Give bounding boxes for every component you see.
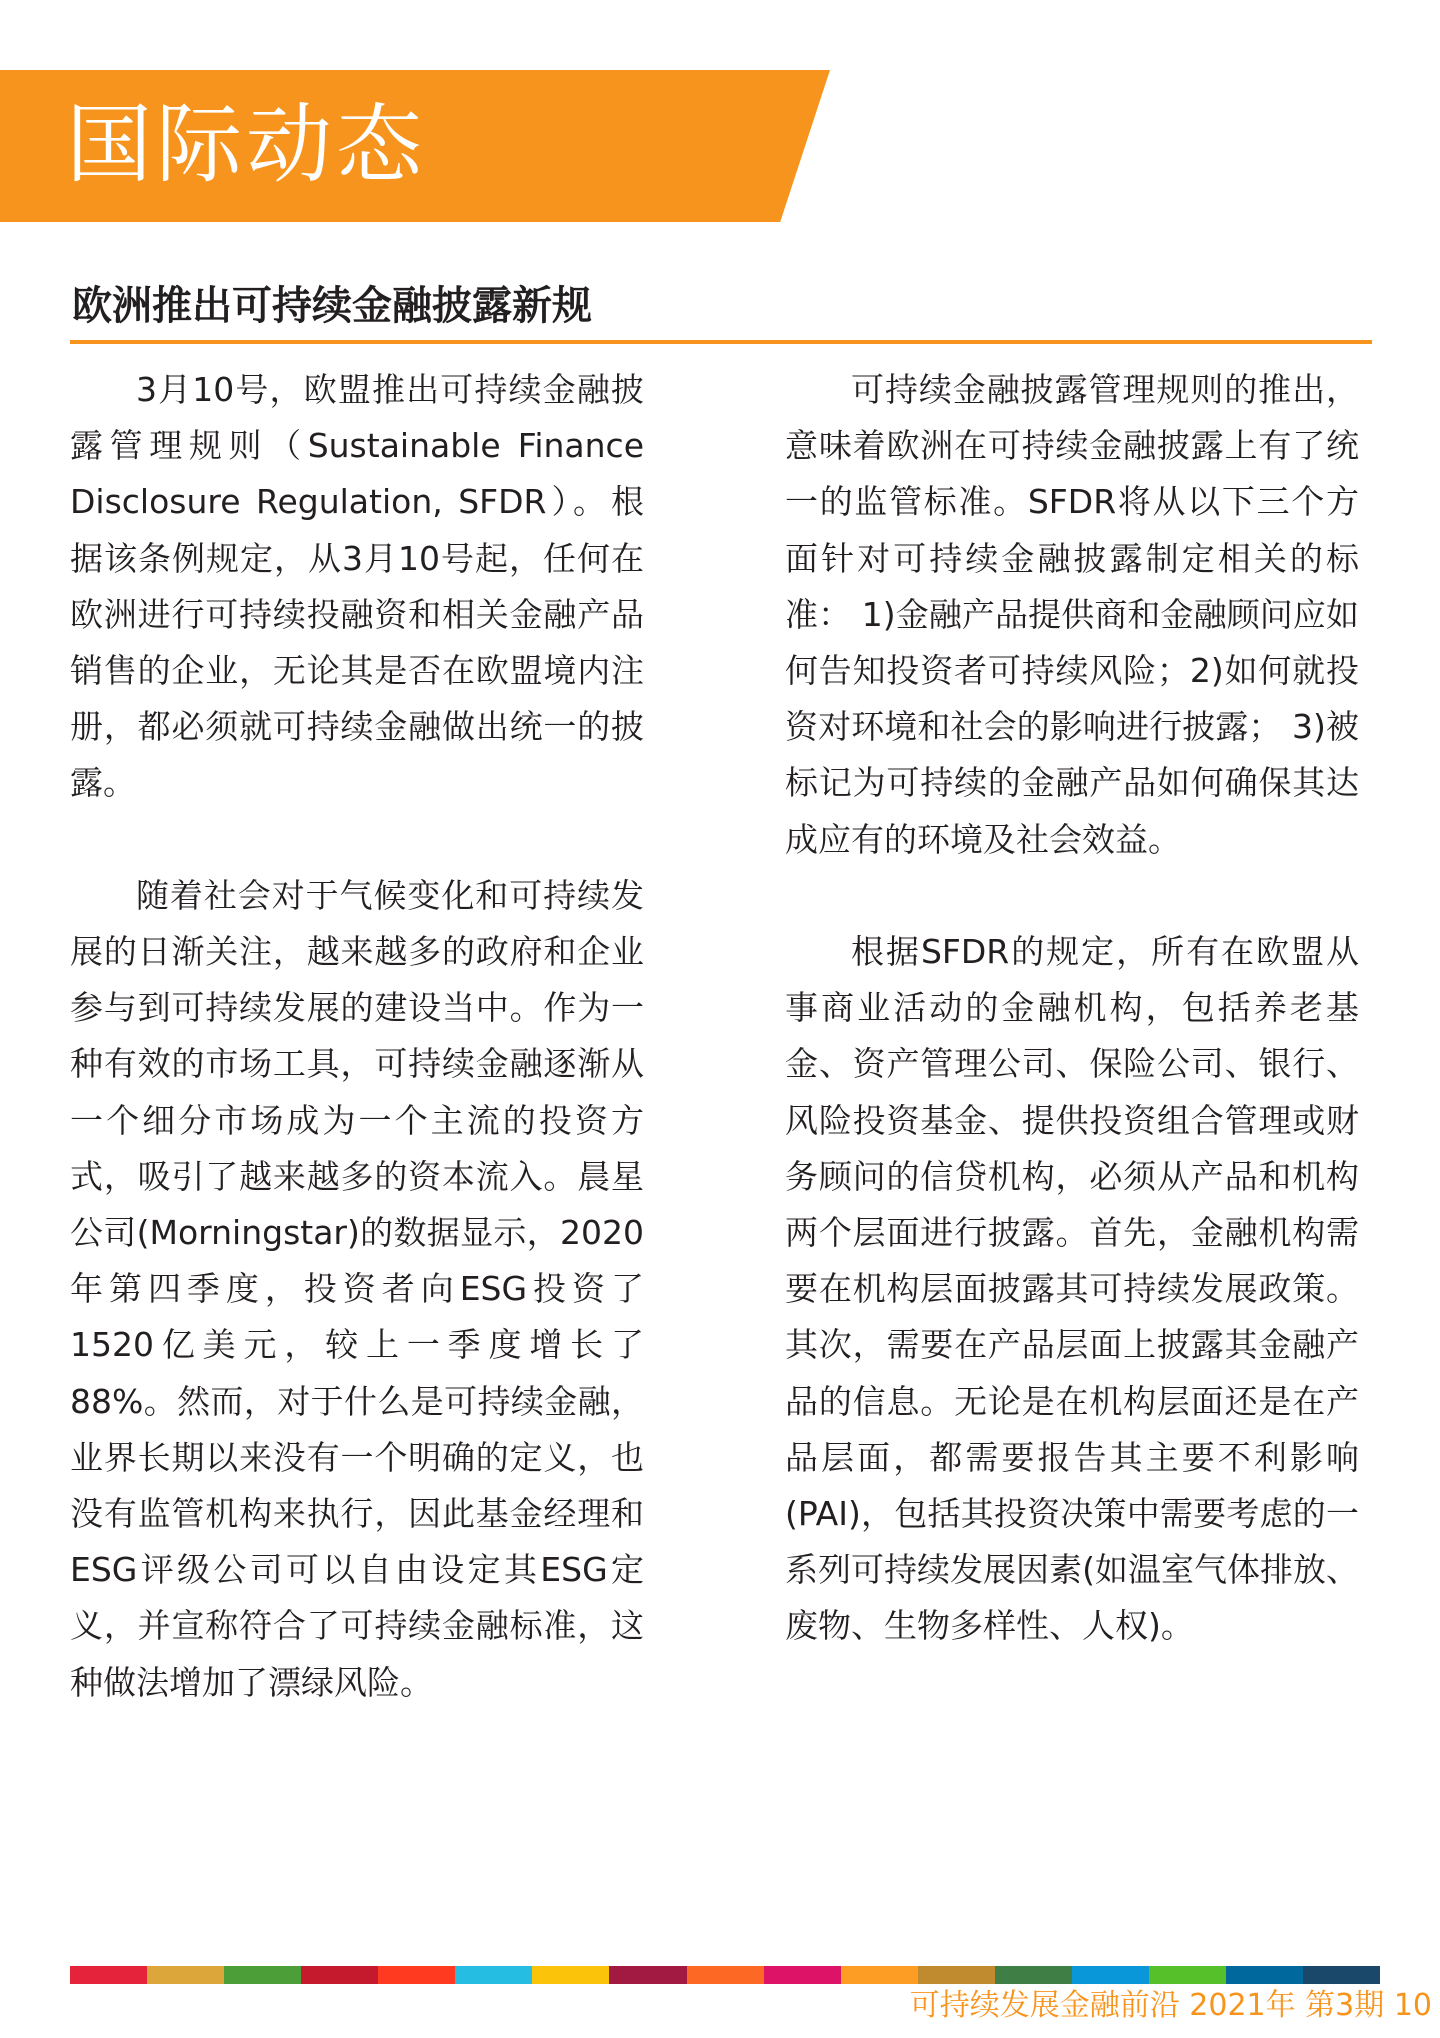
- publication-name: 可持续发展金融前沿 2021年 第3期: [909, 1988, 1385, 2023]
- paragraph: 可持续金融披露管理规则的推出，意味着欧洲在可持续金融披露上有了统一的监管标准。SFDR将从以下三个方面针对可持续金融披露制定相关的标准： 1)金融产品提供商和金融顾问应如何告知投资者可持续风险；2)如何就投资对环境和社会的影响进行披露； 3)被标记为可持续的金融产品如何确保其达成应有的环境及社会效益。: [785, 370, 1359, 859]
- paragraph: 随着社会对于气候变化和可持续发展的日渐关注，越来越多的政府和企业参与到可持续发展的建设当中。作为一种有效的市场工具，可持续金融逐渐从一个细分市场成为一个主流的投资方式，吸引了越来越多的资本流入。晨星公司(Morningstar)的数据显示，2020年第四季度，投资者向ESG投资了1520亿美元，较上一季度增长了88%。然而，对于什么是可持续金融，业界长期以来没有一个明确的定义，也没有监管机构来执行，因此基金经理和ESG评级公司可以自由设定其ESG定义，并宣称符合了可持续金融标准，这种做法增加了漂绿风险。: [70, 875, 644, 1702]
- left-column: [70, 362, 644, 1711]
- sdg-bar-segment: [1303, 1966, 1380, 1984]
- sdg-bar-segment: [224, 1966, 301, 1984]
- sdg-bar-segment: [1072, 1966, 1149, 1984]
- article-title: 欧洲推出可持续金融披露新规: [72, 283, 592, 329]
- sdg-bar-segment: [918, 1966, 995, 1984]
- sdg-bar-segment: [609, 1966, 686, 1984]
- footer: [910, 1984, 1432, 2028]
- sdg-bar-segment: [378, 1966, 455, 1984]
- page-number: 10: [1393, 1988, 1432, 2023]
- title-divider: [70, 340, 1372, 344]
- sdg-color-bar: [70, 1966, 1380, 1984]
- sdg-bar-segment: [764, 1966, 841, 1984]
- sdg-bar-segment: [1149, 1966, 1226, 1984]
- sdg-bar-segment: [995, 1966, 1072, 1984]
- section-title: 国际动态: [66, 95, 426, 195]
- sdg-bar-segment: [70, 1966, 147, 1984]
- sdg-bar-segment: [1226, 1966, 1303, 1984]
- paragraph: 根据SFDR的规定，所有在欧盟从事商业活动的金融机构，包括养老基金、资产管理公司、保险公司、银行、风险投资基金、提供投资组合管理或财务顾问的信贷机构，必须从产品和机构两个层面进行披露。首先，金融机构需要在机构层面披露其可持续发展政策。其次，需要在产品层面上披露其金融产品的信息。无论是在机构层面还是在产品层面，都需要报告其主要不利影响(PAI)，包括其投资决策中需要考虑的一系列可持续发展因素(如温室气体排放、废物、生物多样性、人权)。: [785, 932, 1359, 1646]
- right-column: [785, 362, 1359, 1655]
- sdg-bar-segment: [147, 1966, 224, 1984]
- sdg-bar-segment: [841, 1966, 918, 1984]
- sdg-bar-segment: [532, 1966, 609, 1984]
- sdg-bar-segment: [687, 1966, 764, 1984]
- paragraph: 3月10号，欧盟推出可持续金融披露管理规则（Sustainable Finance Disclosure Regulation, SFDR）。根据该条例规定，从3月10号起，任何在欧洲进行可持续投融资和相关金融产品销售的企业，无论其是否在欧盟境内注册，都必须就可持续金融做出统一的披露。: [70, 370, 644, 803]
- sdg-bar-segment: [301, 1966, 378, 1984]
- sdg-bar-segment: [455, 1966, 532, 1984]
